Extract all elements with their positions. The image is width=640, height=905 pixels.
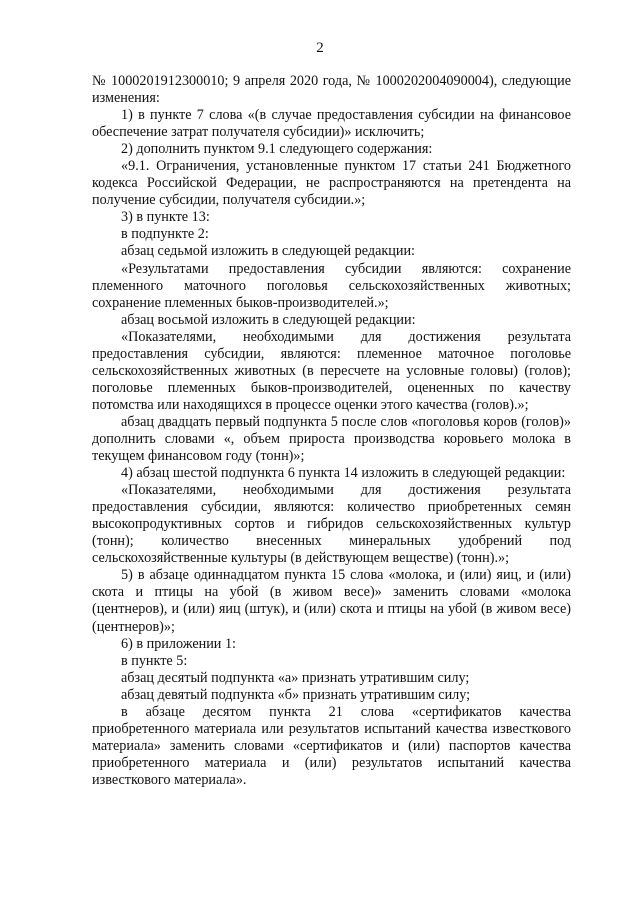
paragraph: 1) в пункте 7 слова «(в случае предоставления субсидии на финансовое обеспечение затрат получателя субсидии)» исключить;	[92, 107, 571, 141]
page-number: 2	[316, 40, 324, 56]
paragraph: в подпункте 2:	[121, 226, 209, 243]
paragraph: 4) абзац шестой подпункта 6 пункта 14 изложить в следующей редакции:	[121, 465, 566, 482]
paragraph: «Показателями, необходимыми для достижения результата предоставления субсидии, являются: племенное маточное поголовье сельскохозяйственных животных (в пересчете на условные головы) (голов); поголовье племенных быков-производителей, оцененных по качеству потомства или находящихся в процессе оценки этого качества (голов).»;	[92, 328, 571, 413]
paragraph: № 1000201912300010; 9 апреля 2020 года, № 1000202004090004), следующие изменения:	[92, 73, 571, 107]
paragraph: абзац двадцать первый подпункта 5 после слов «поголовья коров (голов)» дополнить словами «, объем прироста производства коровьего молока в текущем финансовом году (тонн)»;	[92, 413, 571, 465]
paragraph: 6) в приложении 1:	[121, 635, 236, 652]
paragraph: 2) дополнить пунктом 9.1 следующего содержания:	[121, 141, 433, 158]
paragraph: абзац десятый подпункта «а» признать утратившим силу;	[121, 669, 470, 686]
paragraph: абзац восьмой изложить в следующей редакции:	[121, 311, 416, 328]
paragraph: в пункте 5:	[121, 652, 188, 669]
paragraph: 5) в абзаце одиннадцатом пункта 15 слова «молока, и (или) яиц, и (или) скота и птицы на убой (в живом весе)» заменить словами «молока (центнеров), и (или) яиц (штук), и (или) скота и птицы на убой (в живом весе) (центнеров)»;	[92, 567, 571, 635]
paragraph: в абзаце десятом пункта 21 слова «сертификатов качества приобретенного материала или результатов испытаний качества известкового материала» заменить словами «сертификатов и (или) паспортов качества приобретенного материала и (или) результатов испытаний качества известкового материала».	[92, 703, 571, 788]
document-body	[92, 73, 571, 789]
paragraph: абзац девятый подпункта «б» признать утратившим силу;	[121, 686, 471, 703]
paragraph: «Результатами предоставления субсидии являются: сохранение племенного маточного поголовья сельскохозяйственных животных; сохранение племенных быков-производителей.»;	[92, 260, 571, 311]
paragraph: 3) в пункте 13:	[121, 209, 210, 226]
paragraph: абзац седьмой изложить в следующей редакции:	[121, 243, 416, 260]
paragraph: «Показателями, необходимыми для достижения результата предоставления субсидии, являются: количество приобретенных семян высокопродуктивных сортов и гибридов сельскохозяйственных культур (тонн); количество внесенных минеральных удобрений под сельскохозяйственные культуры (в действующем веществе) (тонн).»;	[92, 482, 571, 567]
paragraph: «9.1. Ограничения, установленные пунктом 17 статьи 241 Бюджетного кодекса Российской Федерации, не распространяются на претендента на получение субсидии, получателя субсидии.»;	[92, 158, 571, 209]
